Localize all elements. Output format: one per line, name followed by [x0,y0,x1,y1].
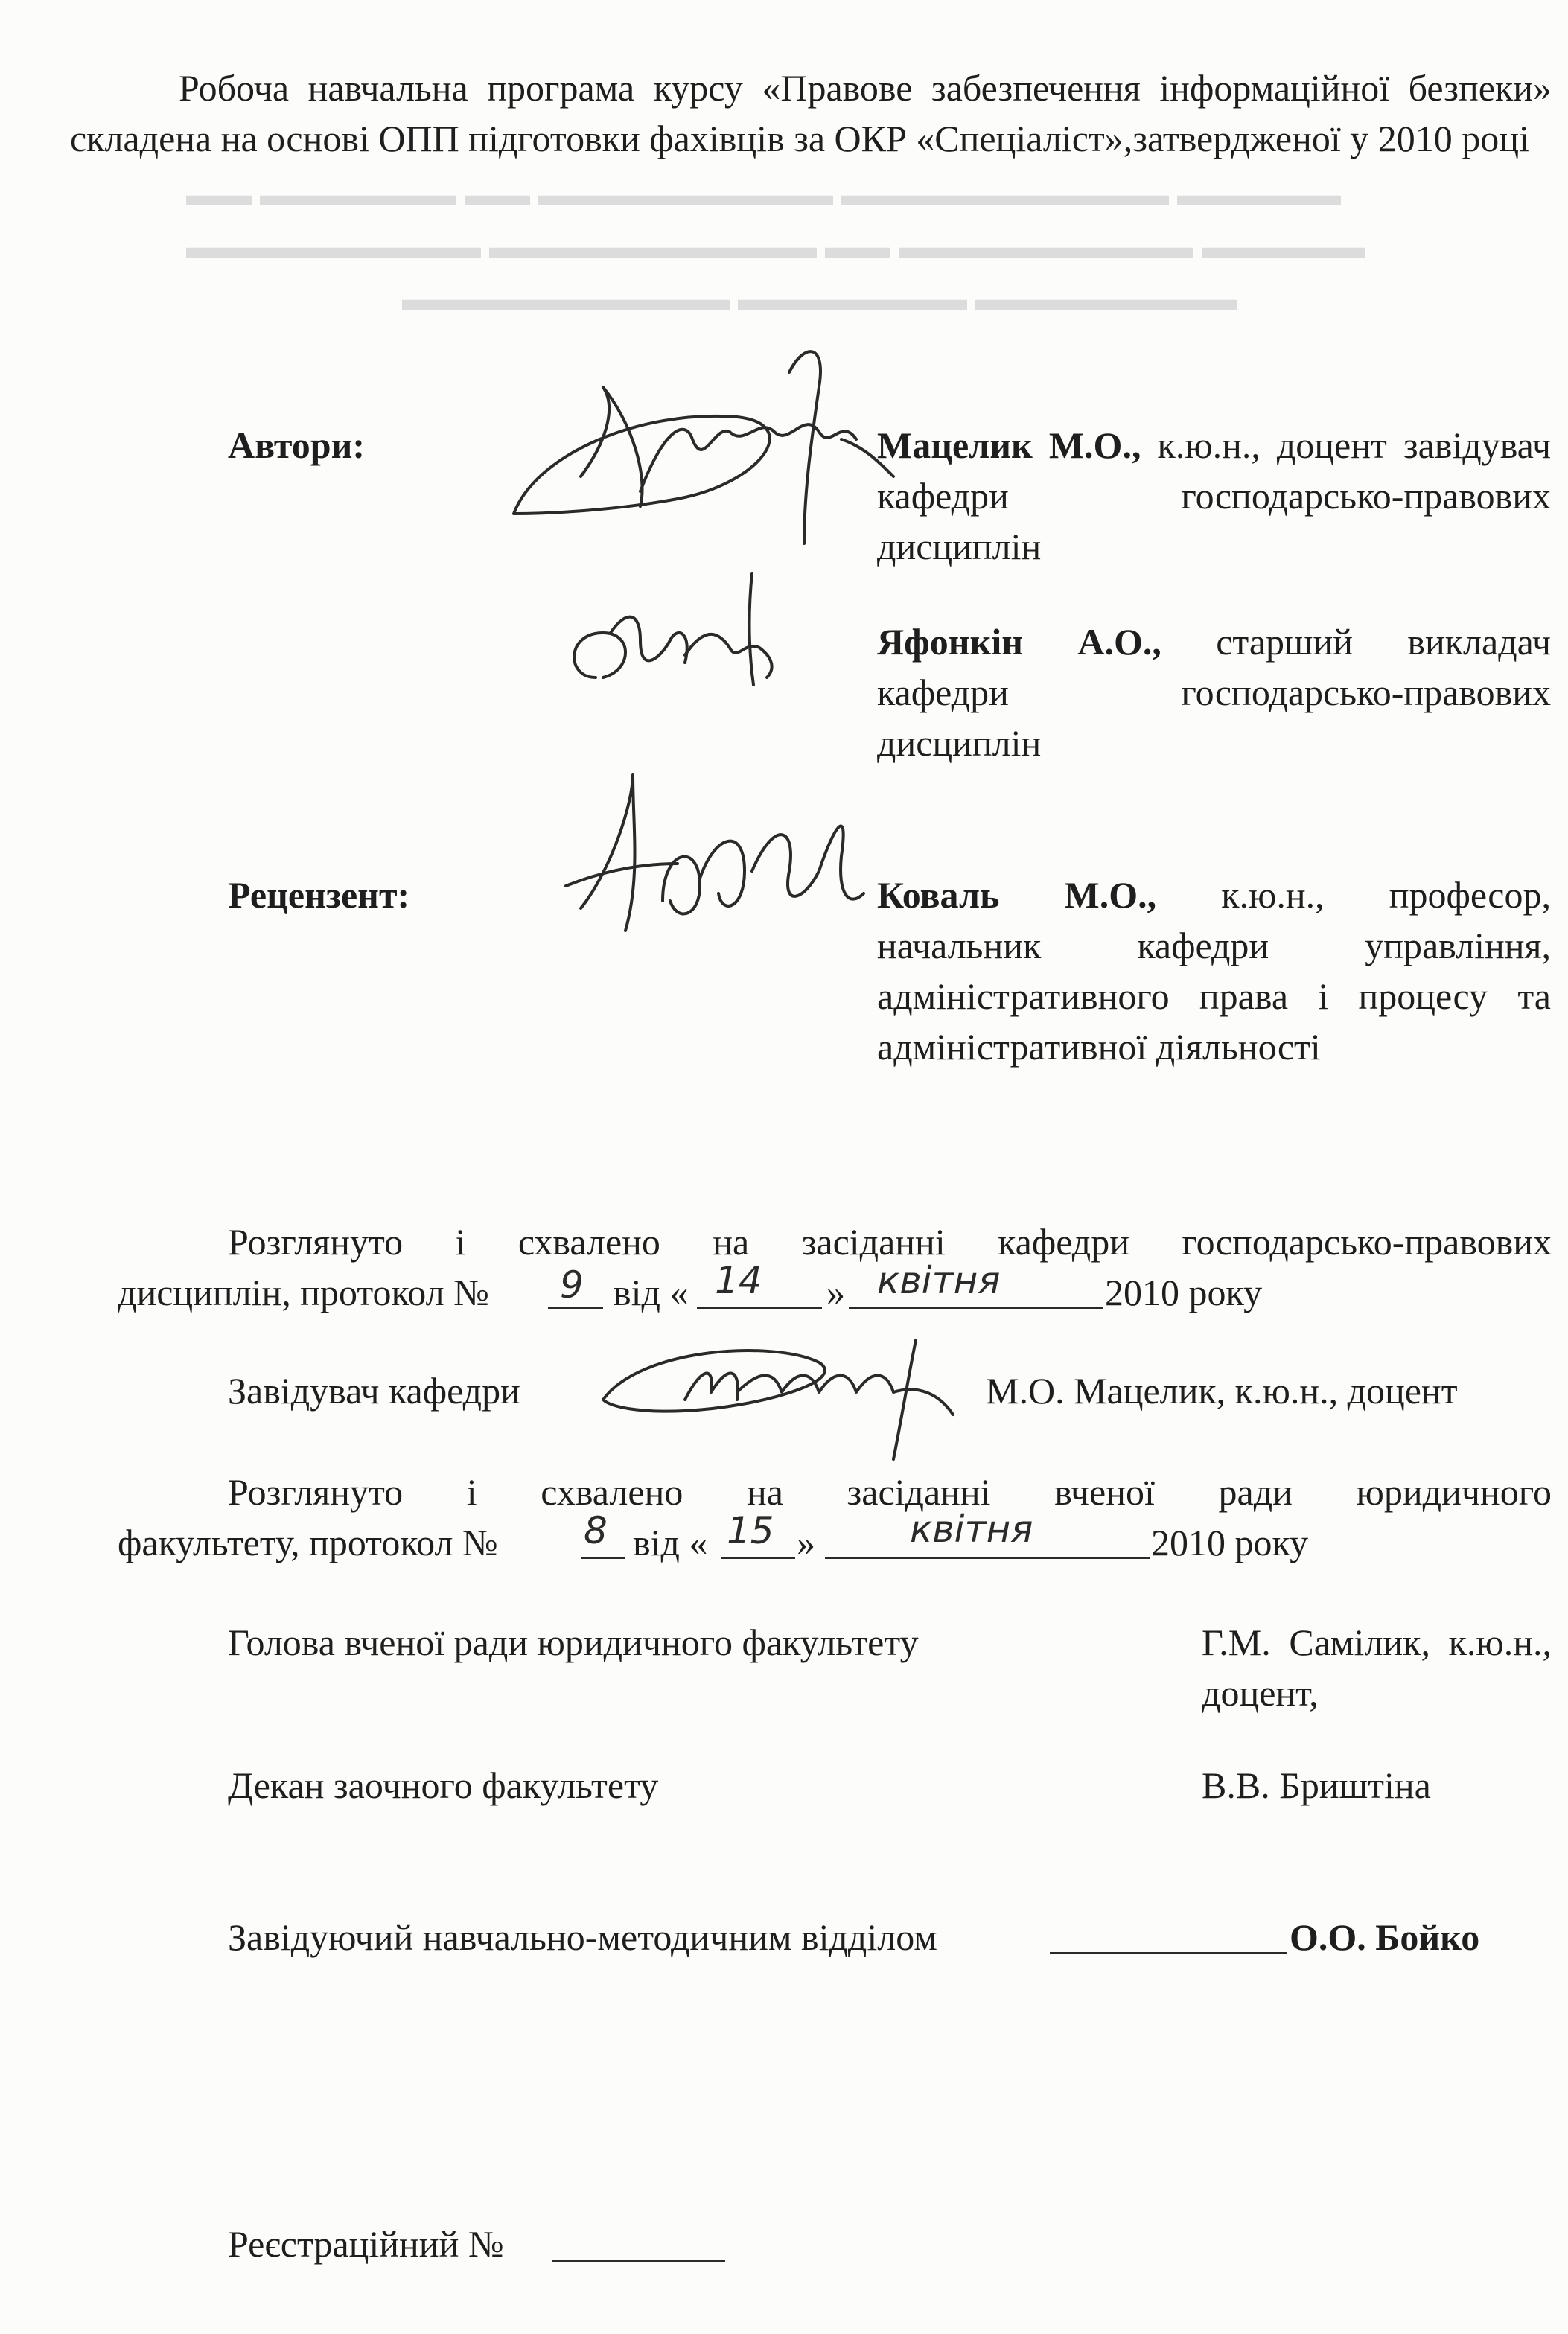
council-vid-label: від « [633,1522,708,1563]
intro-text: Робоча навчальна програма курсу «Правове забезпечення інформаційної безпеки» складена на основі ОПП підготовки фахівців за ОКР «Спеціаліст»,затвердженої у 2010 році [70,67,1552,159]
council-protocol-number: 8 [584,1509,608,1552]
reviewer-label: Рецензент: [228,874,410,916]
dept-vid-label: від « [614,1272,689,1313]
author-1-details: к.ю.н., доцент завідувач кафедри господарсько-правових дисциплін [877,424,1551,567]
dept-approval-line1: Розглянуто і схвалено на засіданні кафедри господарсько-правових [228,1221,1552,1263]
dept-month: квітня [877,1259,1001,1302]
head-of-dept-name: М.О. Мацелик, к.ю.н., доцент [986,1370,1458,1412]
methodical-underline [1050,1952,1287,1954]
methodical-name: О.О. Бойко [1290,1916,1480,1958]
reviewer-details: к.ю.н., професор, начальник кафедри управління, адміністративного права і процесу та адміністративної діяльності [877,874,1551,1068]
dept-day: 14 [715,1259,762,1302]
head-of-dept-label: Завідувач кафедри [228,1370,520,1412]
council-month-underline [825,1557,1150,1559]
council-day: 15 [727,1509,774,1552]
dept-protocol-underline [548,1307,603,1309]
dept-year: 2010 року [1105,1272,1263,1313]
signature-matselyk-head [581,1318,968,1467]
signature-yafonkin [551,566,789,715]
author-2-details: старший викладач кафедри господарсько-правових дисциплін [877,621,1551,764]
council-chair-name: Г.М. Самілик, к.ю.н., доцент, [1202,1622,1552,1714]
council-month: квітня [910,1508,1033,1551]
council-day-close: » [797,1522,815,1563]
methodical-label: Завідуючий навчально-методичним відділом [228,1916,937,1958]
reviewer-name: Коваль М.О., [877,874,1157,916]
authors-label: Автори: [228,424,366,466]
dept-month-underline [849,1307,1103,1309]
dean-name: В.В. Бриштіна [1202,1764,1431,1806]
signature-koval [551,759,871,953]
council-approval-line2: факультету, протокол № [118,1522,498,1563]
dept-approval-line2: дисциплін, протокол № [118,1272,489,1313]
registration-underline [552,2260,725,2262]
registration-label: Реєстраційний № [228,2223,504,2265]
author-2-name: Яфонкін А.О., [877,621,1161,663]
bleed-through-text: ▬▬▬▬▬▬▬▬▬▬ ▬▬▬▬▬▬▬ ▬▬▬▬▬▬▬▬ [402,281,1237,317]
reviewer-block [877,870,1551,1072]
bleed-through-text: ▬▬▬▬▬▬▬▬▬ ▬▬▬▬▬▬▬▬▬▬ ▬▬ ▬▬▬▬▬▬▬▬▬ ▬▬▬▬▬ [186,229,1365,265]
council-day-underline [721,1557,795,1559]
intro-paragraph [70,63,1552,164]
author-1-name: Мацелик М.О., [877,424,1141,466]
dept-day-underline [697,1307,822,1309]
author-1-block [877,420,1551,572]
council-chair-label: Голова вченої ради юридичного факультету [228,1622,919,1663]
dept-protocol-number: 9 [560,1263,584,1307]
council-approval-line1: Розглянуто і схвалено на засіданні вченої ради юридичного [228,1471,1552,1513]
council-year: 2010 року [1151,1522,1309,1563]
dept-day-close: » [826,1272,845,1313]
dean-label: Декан заочного факультету [228,1764,659,1806]
council-protocol-underline [581,1557,625,1559]
bleed-through-text: ▬▬ ▬▬▬▬▬▬ ▬▬ ▬▬▬▬▬▬▬▬▬ ▬▬▬▬▬▬▬▬▬▬ ▬▬▬▬▬ [186,176,1341,213]
signature-matselyk-authors [491,328,908,551]
author-2-block [877,616,1551,768]
